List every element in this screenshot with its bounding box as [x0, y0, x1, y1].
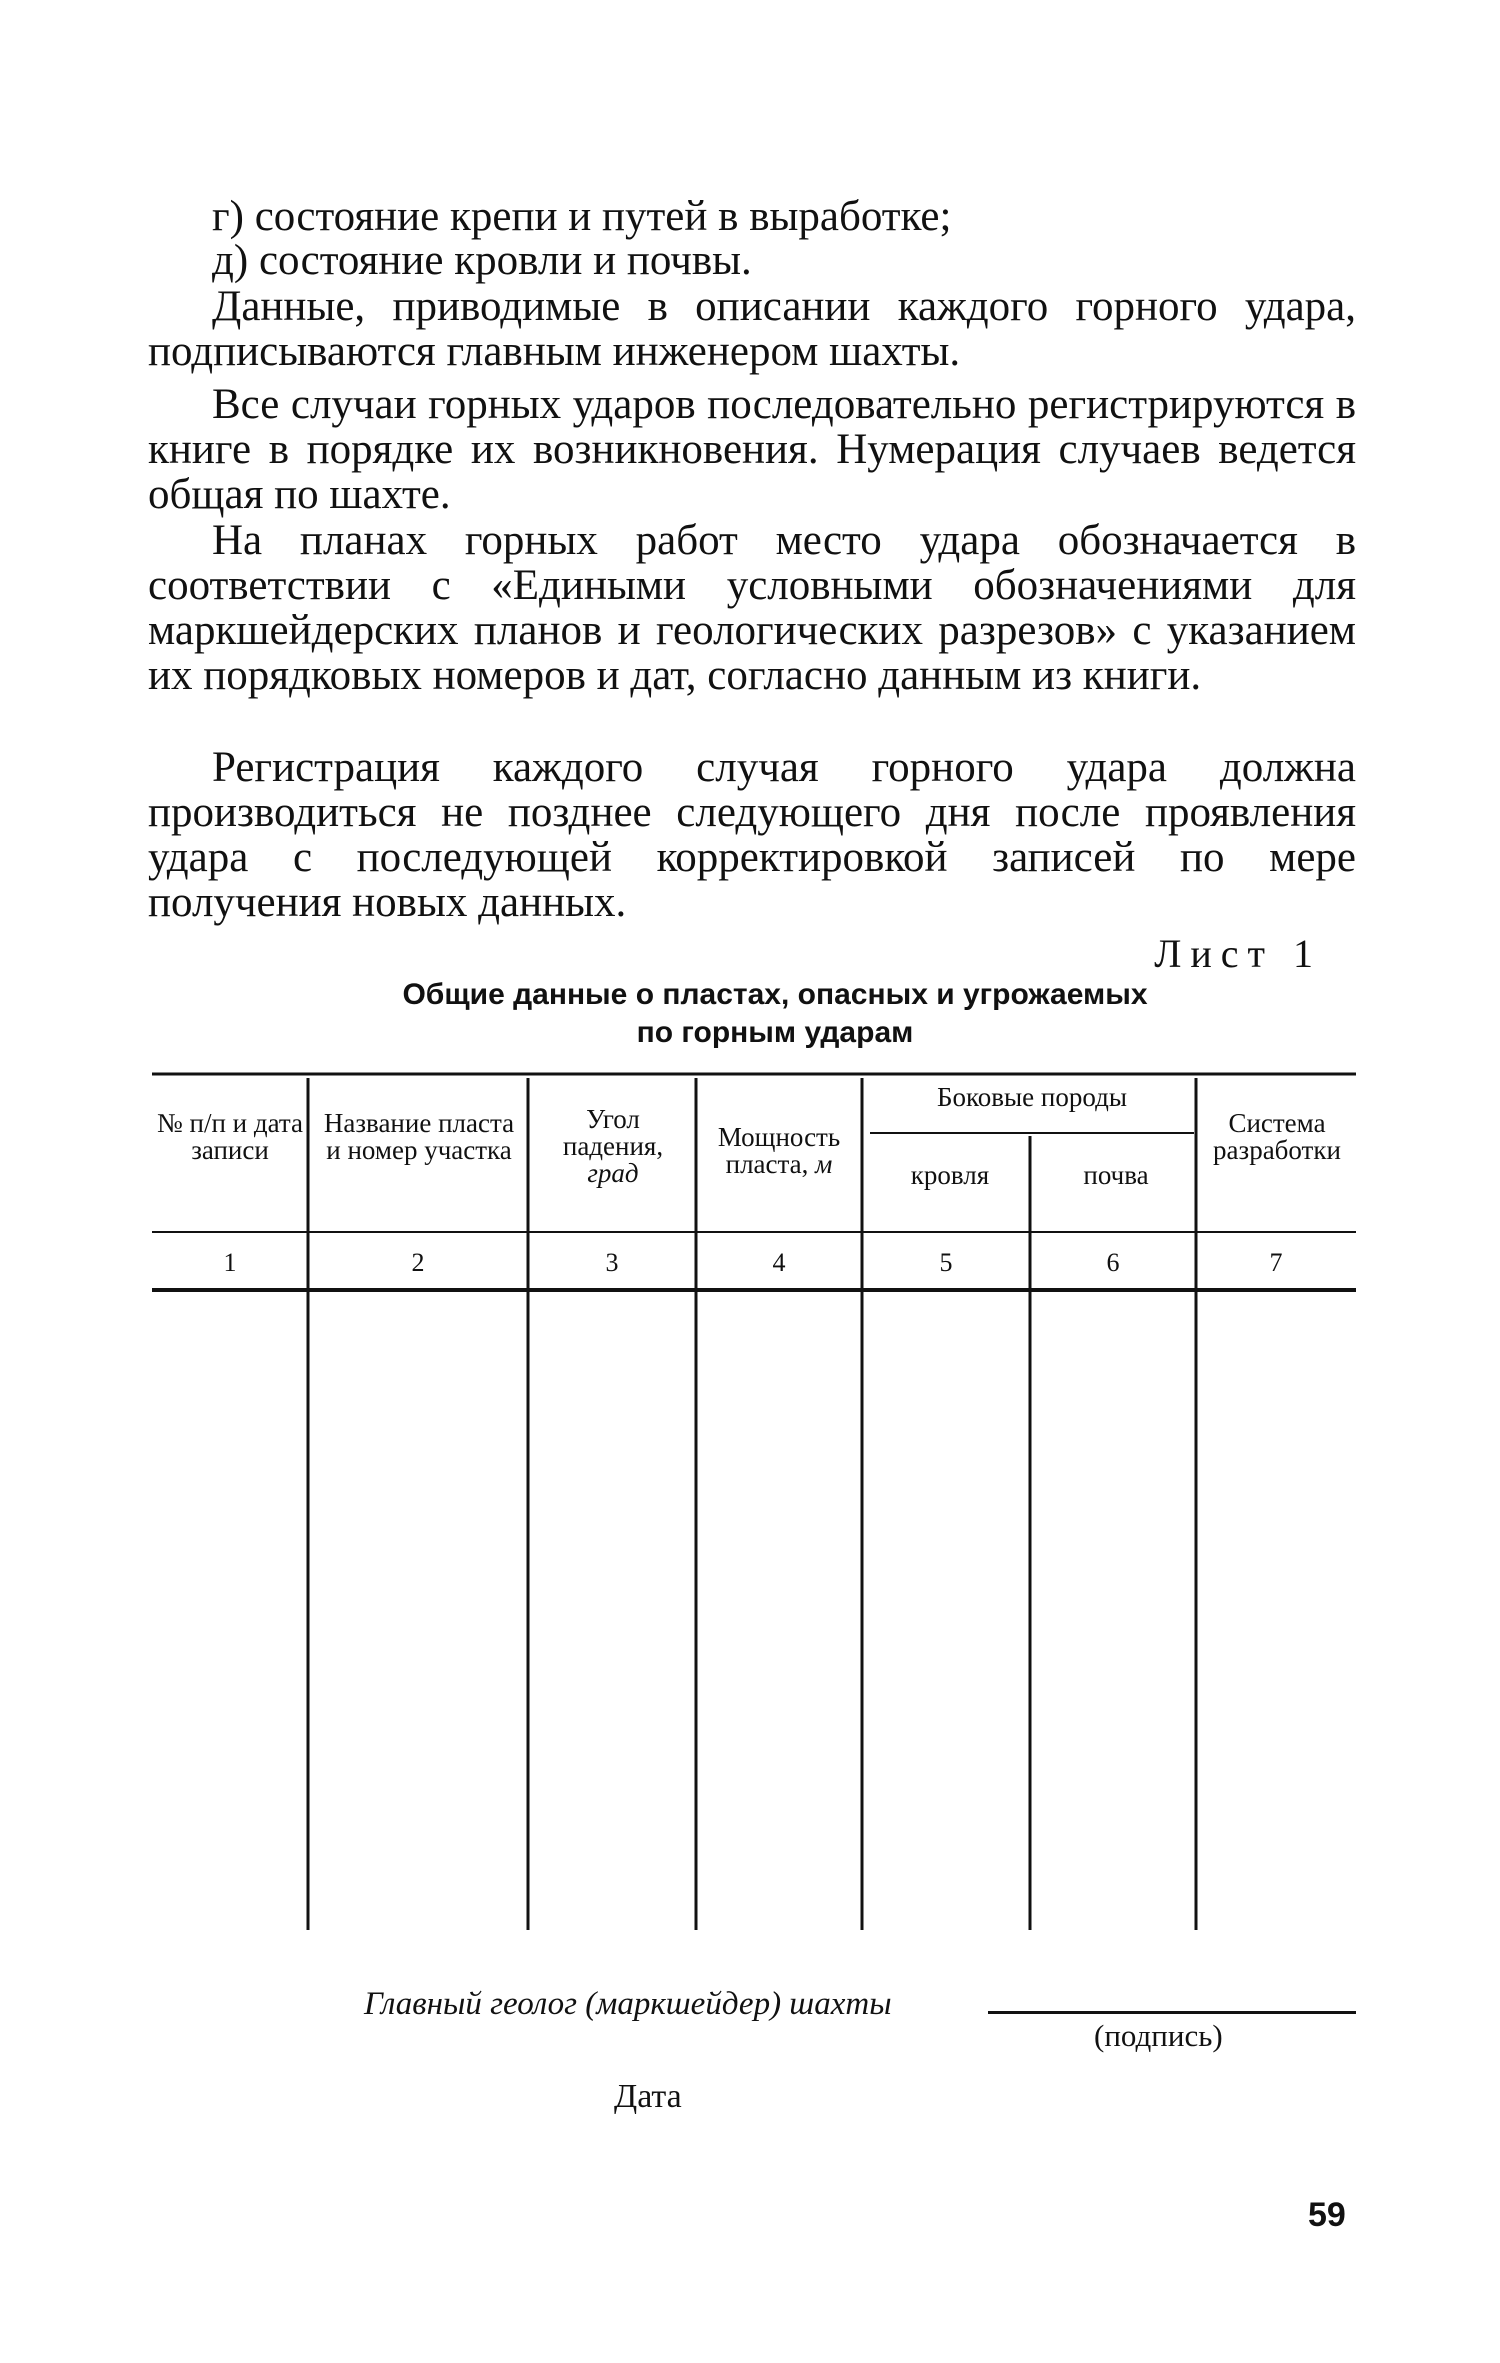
signature-line	[988, 2011, 1356, 2014]
header-side-rocks: Боковые породы	[937, 1082, 1127, 1112]
column-number: 1	[223, 1248, 237, 1277]
header-dip-angle-unit: град	[587, 1158, 639, 1188]
date-label: Дата	[614, 2078, 682, 2115]
header-dip-angle-label: Угол падения,	[562, 1104, 664, 1161]
list-item-g: г) состояние крепи и путей в выработке;	[212, 193, 952, 240]
paragraph-signing: Данные, приводимые в описании каждого горного удара, подписываются главным инженером шахты.	[148, 283, 1356, 375]
header-entry-number: № п/п и дата записи	[157, 1108, 303, 1165]
header-seam-thickness-label: Мощность пласта,	[717, 1122, 841, 1179]
column-number: 7	[1269, 1248, 1283, 1277]
table-title-line1: Общие данные о пластах, опасных и угрожаемых	[402, 978, 1148, 1011]
column-number: 3	[605, 1248, 619, 1277]
header-mining-system: Система разработки	[1213, 1108, 1341, 1165]
header-floor: почва	[1083, 1160, 1149, 1190]
column-number: 4	[772, 1248, 786, 1277]
header-seam-name: Название пласта и номер участка	[323, 1108, 515, 1165]
signature-caption: (подпись)	[1094, 2018, 1223, 2053]
column-number: 5	[939, 1248, 953, 1277]
chief-geologist-label: Главный геолог (маркшейдер) шахты	[364, 1986, 892, 2022]
header-dip-angle	[536, 1106, 690, 1187]
table-title-line2: по горным ударам	[636, 1016, 914, 1049]
paragraph-registration: Все случаи горных ударов последовательно регистрируются в книге в порядке их возникновения. Нумерация случаев ведется общая по шахте.	[148, 381, 1356, 518]
page-number: 59	[1308, 2196, 1346, 2234]
sheet-label: Лист 1	[1154, 931, 1322, 976]
list-item-d: д) состояние кровли и почвы.	[212, 237, 752, 284]
column-number: 2	[411, 1248, 425, 1277]
paragraph-mine-plans: На планах горных работ место удара обозначается в соответствии с «Едиными условными обозначениями для маркшейдерских планов и геологических разрезов» с указанием их порядковых номеров и дат, согласно данным из книги.	[148, 517, 1356, 699]
paragraph-deadline: Регистрация каждого случая горного удара должна производиться не позднее следующего дня после проявления удара с последующей корректировкой записей по мере получения новых данных.	[148, 744, 1356, 926]
column-number: 6	[1106, 1248, 1120, 1277]
header-seam-thickness	[702, 1124, 856, 1178]
header-roof: кровля	[910, 1160, 990, 1190]
header-seam-thickness-unit: м	[815, 1149, 833, 1179]
